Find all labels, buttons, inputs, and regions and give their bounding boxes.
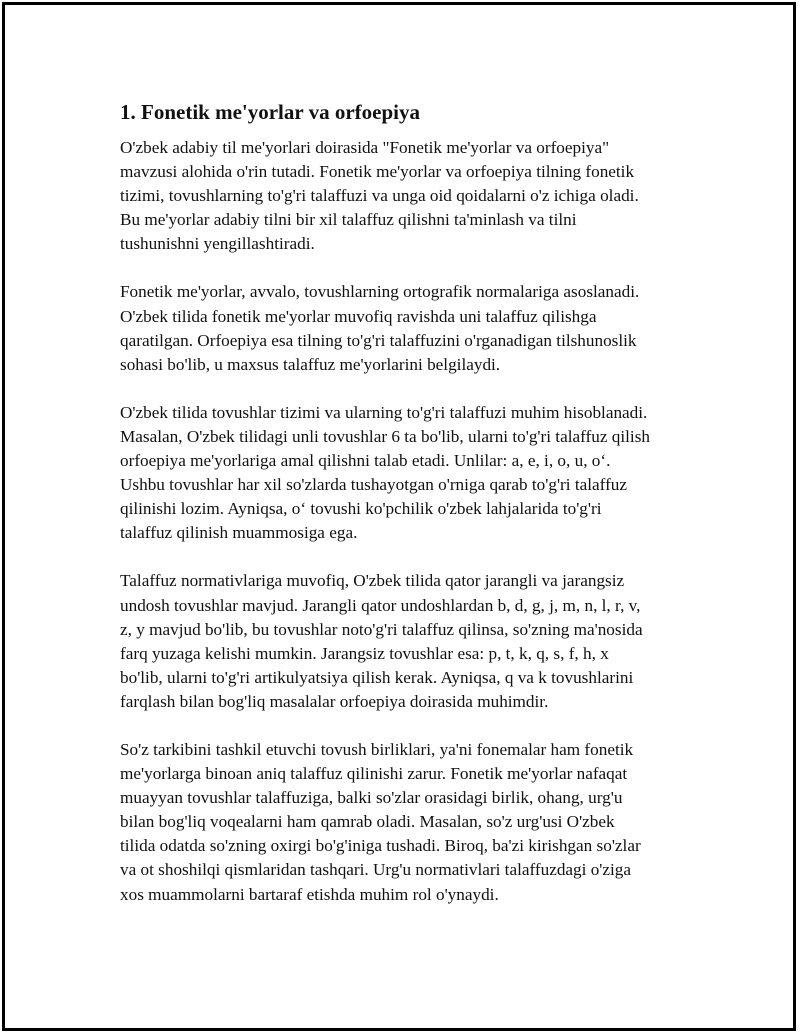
text-line: sohasi bo'lib, u maxsus talaffuz me'yorlarini belgilaydi.	[120, 354, 501, 374]
text-line: O'zbek adabiy til me'yorlari doirasida "Fonetik me'yorlar va orfoepiya"	[120, 138, 610, 157]
page-frame	[2, 2, 796, 1031]
text-line: bo'lib, ularni to'g'ri artikulyatsiya qilish kerak. Ayniqsa, q va k tovushlarini	[120, 667, 634, 687]
document-body	[120, 98, 692, 931]
text-line: xos muammolarni bartaraf etishda muhim rol o'ynaydi.	[120, 884, 499, 904]
paragraph	[120, 136, 692, 256]
paragraph	[120, 280, 692, 376]
text-line: tizimi, tovushlarning to'g'ri talaffuzi va unga oid qoidalarni o'z ichiga oladi.	[120, 186, 639, 206]
text-line: So'z tarkibini tashkil etuvchi tovush birliklari, ya'ni fonemalar ham fonetik	[120, 739, 634, 759]
text-line: bilan bog'liq voqealarni ham qamrab oladi. Masalan, so'z urg'usi O'zbek	[120, 812, 615, 832]
text-line: z, y mavjud bo'lib, bu tovushlar noto'g'ri talaffuz qilinsa, so'zning ma'nosida	[120, 619, 643, 639]
text-line: qaratilgan. Orfoepiya esa tilning to'g'ri talaffuzini o'rganadigan tilshunoslik	[120, 330, 637, 350]
text-line: muayyan tovushlar talaffuziga, balki so'zlar orasidagi birlik, ohang, urg'u	[120, 788, 623, 808]
text-line: tushunishni yengillashtiradi.	[120, 234, 315, 254]
text-line: orfoepiya me'yorlariga amal qilishni talab etadi. Unlilar: a, e, i, o, u, o‘.	[120, 451, 611, 471]
text-line: farq yuzaga kelishi mumkin. Jarangsiz tovushlar esa: p, t, k, q, s, f, h, x	[120, 643, 609, 663]
text-line: va ot shoshilqi qismlaridan tashqari. Urg'u normativlari talaffuzdagi o'ziga	[120, 860, 632, 880]
paragraph	[120, 401, 692, 546]
text-line: qilinishi lozim. Ayniqsa, o‘ tovushi ko'pchilik o'zbek lahjalarida to'g'ri	[120, 499, 602, 519]
text-line: Talaffuz normativlariga muvofiq, O'zbek tilida qator jarangli va jarangsiz	[120, 571, 625, 591]
text-line: tilida odatda so'zning oxirgi bo'g'iniga tushadi. Biroq, ba'zi kirishgan so'zlar	[120, 836, 641, 856]
text-line: O'zbek tilida tovushlar tizimi va ularning to'g'ri talaffuzi muhim hisoblanadi.	[120, 402, 648, 422]
section-heading: 1. Fonetik me'yorlar va orfoepiya	[120, 100, 420, 124]
text-line: farqlash bilan bog'liq masalalar orfoepiya doirasida muhimdir.	[120, 691, 549, 711]
text-line: talaffuz qilinish muammosiga ega.	[120, 523, 358, 543]
text-line: Ushbu tovushlar har xil so'zlarda tushayotgan o'rniga qarab to'g'ri talaffuz	[120, 475, 628, 495]
text-line: undosh tovushlar mavjud. Jarangli qator undoshlardan b, d, g, j, m, n, l, r, v,	[120, 595, 641, 615]
text-line: Fonetik me'yorlar, avvalo, tovushlarning ortografik normalariga asoslanadi.	[120, 282, 640, 302]
text-line: Bu me'yorlar adabiy tilni bir xil talaffuz qilishni ta'minlash va tilni	[120, 210, 577, 230]
text-line: O'zbek tilida fonetik me'yorlar muvofiq ravishda uni talaffuz qilishga	[120, 306, 597, 326]
text-line: me'yorlarga binoan aniq talaffuz qilinishi zarur. Fonetik me'yorlar nafaqat	[120, 764, 628, 784]
text-line: Masalan, O'zbek tilidagi unli tovushlar 6 ta bo'lib, ularni to'g'ri talaffuz qilish	[120, 426, 650, 446]
text-line: mavzusi alohida o'rin tutadi. Fonetik me'yorlar va orfoepiya tilning fonetik	[120, 162, 635, 182]
paragraph	[120, 569, 692, 714]
paragraph	[120, 738, 692, 907]
